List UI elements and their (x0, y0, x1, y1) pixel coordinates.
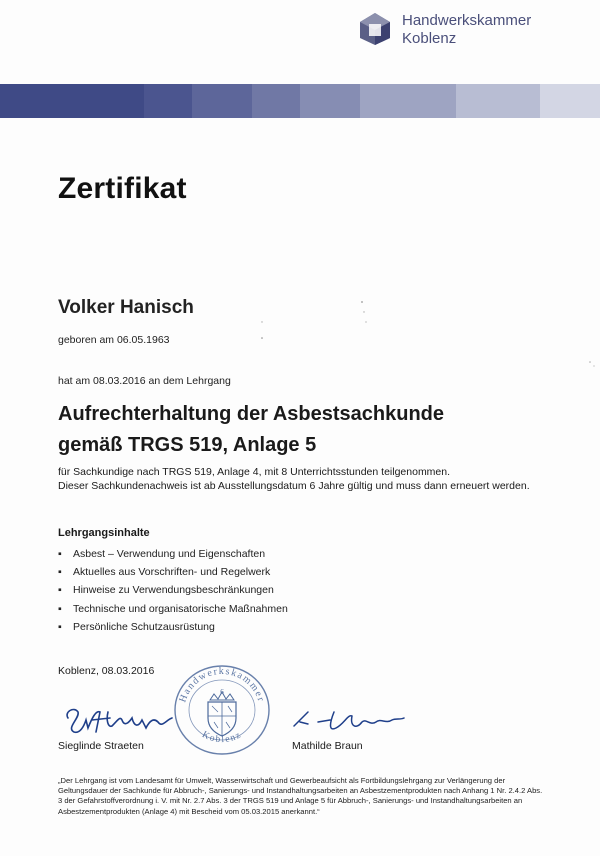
list-item-text: Aktuelles aus Vorschriften- und Regelwerk (73, 566, 271, 579)
description-line-2: Dieser Sachkundenachweis ist ab Ausstellungsdatum 6 Jahre gültig und muss dann erneuert werden. (58, 479, 530, 492)
org-line-1: Handwerkskammer (402, 12, 532, 29)
contents-heading: Lehrgangsinhalte (58, 527, 150, 539)
seal-top-text: Handwerkskammer (177, 666, 267, 704)
seal-bottom-text: Koblenz (200, 729, 244, 746)
list-item-text: Hinweise zu Verwendungsbeschränkungen (73, 584, 274, 597)
attendance-text: hat am 08.03.2016 an dem Lehrgang (58, 375, 231, 387)
place-and-date: Koblenz, 08.03.2016 (58, 665, 155, 677)
course-line-1: Aufrechterhaltung der Asbestsachkunde (58, 403, 445, 425)
bullet-icon: ▪ (58, 602, 62, 615)
bullet-icon: ▪ (58, 548, 62, 560)
org-line-2: Koblenz (402, 30, 457, 47)
recipient-name: Volker Hanisch (58, 297, 194, 318)
seal-number: 6 (220, 688, 224, 696)
bullet-icon: ▪ (58, 620, 62, 633)
description-line-1: für Sachkundige nach TRGS 519, Anlage 4, mit 8 Unterrichtsstunden teilgenommen. (58, 466, 451, 478)
list-item-text: Persönliche Schutzausrüstung (73, 620, 215, 633)
legal-footnote: „Der Lehrgang ist vom Landesamt für Umwelt, Wasserwirtschaft und Gewerbeaufsicht als Fortbildungslehrgang zur Verlängerung der Geltungsdauer der Sachkunde für Abbruch-, Sanierungs- und Instandhaltungsarbeiten an Asbestzementprodukten nach Anhang 1 Nr. 2.4.2 Abs. 3 der Gefahrstoffverordnung i. V. mit Nr. 2.7 Abs. 3 der TRGS 519 und Anlage 5 für Abbruch-, Sanierungs- und Instandhaltungsarbeiten an Asbestzementprodukten (Anlage 4) mit Bescheid vom 05.03.2015 anerkannt.“ (58, 776, 543, 816)
signer-left-name: Sieglinde Straeten (58, 740, 144, 752)
birth-date: geboren am 06.05.1963 (58, 334, 170, 346)
signer-right-name: Mathilde Braun (292, 740, 363, 752)
bullet-icon: ▪ (58, 584, 62, 597)
list-item-text: Asbest – Verwendung und Eigenschaften (73, 548, 266, 560)
course-line-2: gemäß TRGS 519, Anlage 5 (58, 434, 317, 456)
certificate-title: Zertifikat (58, 172, 187, 205)
list-item-text: Technische und organisatorische Maßnahmen (73, 602, 288, 615)
bullet-icon: ▪ (58, 566, 62, 579)
